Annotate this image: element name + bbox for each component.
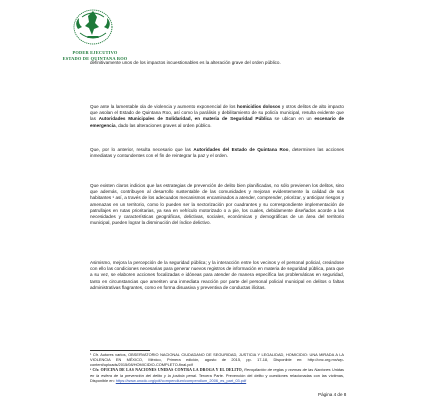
footnote-divider bbox=[90, 350, 150, 351]
header-state-name: ESTADO DE QUINTANA ROO bbox=[62, 56, 128, 61]
paragraph-2-text-e: se ubican en un bbox=[271, 116, 315, 122]
paragraph-2-bold-homicidios: homicidios dolosos bbox=[236, 104, 281, 109]
footnote-2 bbox=[90, 367, 344, 384]
paragraph-4-text: Que existen claros indicios que las estrategias de prevención de delito bien planificadas, no sólo previenen los delitos, sino que además, contribuyen al desarrollo sustentable de las comunidades y mejoran evidentemente la calidad de sus habitantes ¹ así, a través de los adecuados mecanismos encaminados a atender, comprender, priorizar, y anticipar riesgos y amenazas en un territorio, como lo pueden ser la sectorización por cuadrantes y su correspondiente implementación de patrullajes en rutas prioritarias, ya sea en vehículo motorizado o a pie, los cuales, debidamente diseñados acorde a las necesidades y características geográficas, delictivas, sociales, económicas y demográficas de un área del territorio municipal, pueden lograr la disminución del índice delictivo. bbox=[90, 183, 344, 226]
paragraph-1-text: definitivamente unos de los impactos incuestionables es la alteración grave del orden público. bbox=[90, 60, 281, 65]
paragraph-2-bold-autoridades: Autoridades Municipales de Solidaridad, en materia de Seguridad Pública bbox=[98, 116, 272, 122]
footnote-2-org: ² Cfr. OFICINA DE LAS NACIONES UNIDAS CONTRA LA DROGA Y EL DELITO, bbox=[90, 368, 243, 372]
footnote-2-text: Tercera Parte. Prevención del delito y cuestiones relacionadas con las víctimas, Disponible en: bbox=[90, 373, 344, 384]
header-executive-power: PODER EJECUTIVO bbox=[72, 50, 118, 55]
footnote-2-link[interactable]: https://www.unodc.org/pdf/compendium/compendium_2006_es_part_03.pdf bbox=[115, 378, 247, 384]
paragraph-3-bold-autoridades-estado: Autoridades del Estado de Quintana Roo bbox=[193, 147, 289, 152]
paragraph-2-text-g: , dado las alteraciones graves al orden público. bbox=[115, 122, 212, 128]
paragraph-3-text-a: Que, por lo anterior, resulta necesario que las bbox=[90, 147, 194, 152]
footnote-2-title: Recopilación de reglas y normas de las Naciones Unidas en la esfera de la prevención del delito y la justicia penal. bbox=[90, 367, 345, 379]
paragraph-2-text-a: Que ante la lamentable ola de violencia y aumento exponencial de los bbox=[90, 104, 237, 109]
paragraph-5 bbox=[90, 260, 344, 291]
page-number: Página 4 de 8 bbox=[318, 392, 347, 397]
paragraph-3-text-c: , determinen las acciones inmediatas y contundentes con el fin de reintegrar la paz y el orden. bbox=[90, 147, 344, 159]
paragraph-2-bold-emergencia: escenario de emergencia bbox=[90, 116, 344, 128]
paragraph-4 bbox=[90, 183, 344, 226]
paragraph-5-text: Asimismo, mejora la percepción de la seguridad pública; y la interacción entre los vecinos y el personal policial, creándose con ello las condiciones necesarias para generar nuevos registros de información en materia de seguridad pública, para que a su vez, se elaboren acciones focalizadas e idóneas para atender de manera específica las problemáticas en seguridad, tanto en circunstancias que ameriten una inmediata reacción por parte del personal policial municipal en delitos o faltas administrativas flagrantes, como en forma disuasiva y preventiva de conductas ilícitas. bbox=[90, 260, 344, 290]
footnote-1 bbox=[90, 352, 344, 368]
footnote-1-text: ¹ Cfr. Autores varios, OBSERVATORIO NACIONAL CIUDADANO DE SEGURIDAD, JUSTICIA Y LEGALIDAD, HOMICIDIO: UNA MIRADA A LA VIOLENCIA EN MÉXICO, México, Primera edición, agosto de 2015, pp. 17-18, Disponible en: http://onc.org.mx/wp-content/uploads/2015/08/HOMICIDIO-COMPLETO-final.pdf bbox=[90, 352, 344, 368]
paragraph-3 bbox=[90, 147, 344, 159]
coat-of-arms-emblem bbox=[70, 3, 116, 47]
paragraph-2-text-c: y otros delitos de alto impacto que asolan el Estado de Quintana Roo, así como la parálisis y debilitamiento de su policía municipal, resulta evidente que las bbox=[90, 104, 344, 122]
paragraph-1 bbox=[90, 60, 344, 66]
paragraph-2 bbox=[90, 104, 344, 129]
